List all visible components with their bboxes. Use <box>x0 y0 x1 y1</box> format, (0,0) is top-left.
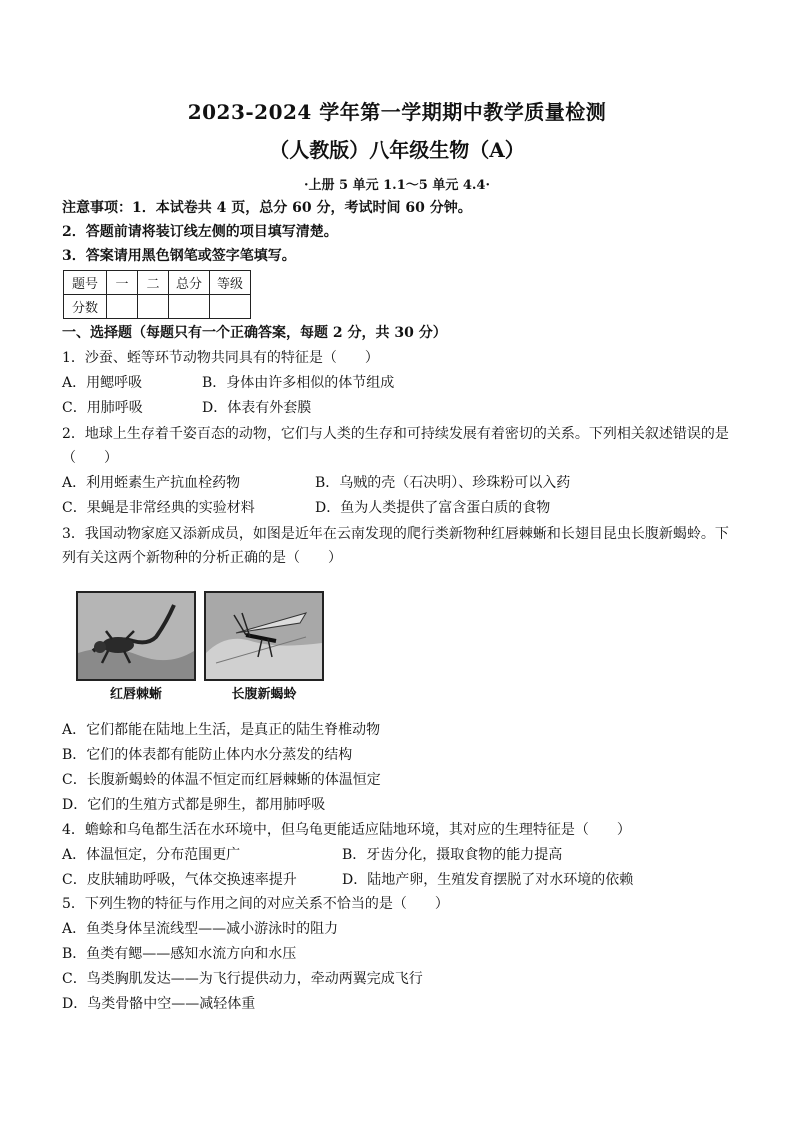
q5-option-c: C．鸟类胸肌发达——为飞行提供动力，牵动两翼完成飞行 <box>62 971 423 987</box>
note-2: 2．答题前请将装订线左侧的项目填写清楚。 <box>62 224 338 240</box>
q1-option-b: B．身体由许多相似的体节组成 <box>202 375 395 391</box>
lizard-illustration <box>78 593 194 679</box>
q3-option-b: B．它们的体表都有能防止体内水分蒸发的结构 <box>62 747 353 763</box>
q4-stem: 4．蟾蜍和乌龟都生活在水环境中，但乌龟更能适应陆地环境，其对应的生理特征是（ ） <box>62 822 631 838</box>
note-1: 注意事项：1．本试卷共 4 页，总分 60 分，考试时间 60 分钟。 <box>62 200 472 216</box>
lizard-photo <box>76 591 196 681</box>
section-1-heading: 一、选择题（每题只有一个正确答案，每题 2 分，共 30 分） <box>62 325 447 341</box>
q4-option-a: A．体温恒定，分布范围更广 <box>62 847 241 863</box>
q3-stem-line-2: 列有关这两个新物种的分析正确的是（ ） <box>62 550 342 566</box>
q4-option-c: C．皮肤辅助呼吸，气体交换速率提升 <box>62 872 297 888</box>
score-cell[interactable] <box>107 295 138 319</box>
q1-option-d: D．体表有外套膜 <box>202 400 312 416</box>
q1-option-a: A．用鳃呼吸 <box>62 375 143 391</box>
q4-option-b: B．牙齿分化，摄取食物的能力提高 <box>342 847 563 863</box>
note-3: 3．答案请用黑色钢笔或签字笔填写。 <box>62 248 296 264</box>
insect-photo <box>204 591 324 681</box>
score-cell[interactable] <box>210 295 251 319</box>
score-header-cell: 一 <box>107 271 138 295</box>
insect-illustration <box>206 593 322 679</box>
q5-option-b: B．鱼类有鳃——感知水流方向和水压 <box>62 946 297 962</box>
q2-option-a: A．利用蛭素生产抗血栓药物 <box>62 475 241 491</box>
q2-option-d: D．鱼为人类提供了富含蛋白质的食物 <box>315 500 551 516</box>
q2-stem-line-2: （ ） <box>62 450 118 466</box>
score-header-cell: 等级 <box>210 271 251 295</box>
q3-option-d: D．它们的生殖方式都是卵生，都用肺呼吸 <box>62 797 326 813</box>
exam-subtitle: （人教版）八年级生物（A） <box>269 138 525 162</box>
score-cell[interactable] <box>169 295 210 319</box>
q1-option-c: C．用肺呼吸 <box>62 400 143 416</box>
lizard-caption: 红唇棘蜥 <box>109 687 162 702</box>
q2-option-c: C．果蝇是非常经典的实验材料 <box>62 500 255 516</box>
q5-option-a: A．鱼类身体呈流线型——减小游泳时的阻力 <box>62 921 339 937</box>
exam-scope: ·上册 5 单元 1.1～5 单元 4.4· <box>303 178 490 193</box>
score-table <box>63 270 251 319</box>
score-cell[interactable] <box>138 295 169 319</box>
q3-option-a: A．它们都能在陆地上生活，是真正的陆生脊椎动物 <box>62 722 381 738</box>
q2-stem-line-1: 2．地球上生存着千姿百态的动物，它们与人类的生存和可持续发展有着密切的关系。下列相关叙述错误的是 <box>62 426 729 442</box>
score-row-label: 分数 <box>64 295 107 319</box>
q5-option-d: D．鸟类骨骼中空——减轻体重 <box>62 996 256 1012</box>
score-header-cell: 题号 <box>64 271 107 295</box>
score-header-cell: 二 <box>138 271 169 295</box>
exam-title: 2023-2024 学年第一学期期中教学质量检测 <box>187 100 607 124</box>
q3-option-c: C．长腹新蝎蛉的体温不恒定而红唇棘蜥的体温恒定 <box>62 772 381 788</box>
score-header-cell: 总分 <box>169 271 210 295</box>
q4-option-d: D．陆地产卵，生殖发育摆脱了对水环境的依赖 <box>342 872 634 888</box>
q5-stem: 5．下列生物的特征与作用之间的对应关系不恰当的是（ ） <box>62 896 449 912</box>
q3-stem-line-1: 3．我国动物家庭又添新成员，如图是近年在云南发现的爬行类新物种红唇棘蜥和长翅目昆虫长腹新蝎蛉。下 <box>62 526 729 542</box>
q2-option-b: B．乌贼的壳（石决明）、珍珠粉可以入药 <box>315 475 571 491</box>
q1-stem: 1．沙蚕、蛭等环节动物共同具有的特征是（ ） <box>62 350 379 366</box>
insect-caption: 长腹新蝎蛉 <box>231 687 297 702</box>
